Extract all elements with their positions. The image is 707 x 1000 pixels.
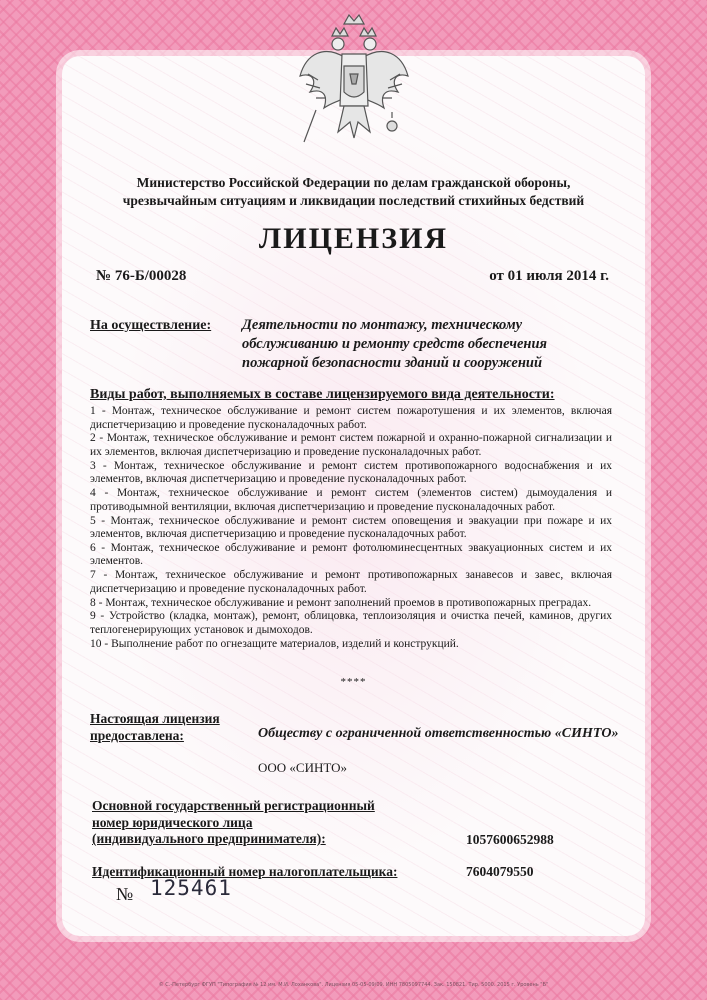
ministry-line-2: чрезвычайным ситуациям и ликвидации последствий стихийных бедствий — [122, 193, 585, 208]
works-heading: Виды работ, выполняемых в составе лицензируемого вида деятельности: — [90, 387, 555, 402]
inn-label: Идентификационный номер налогоплательщика: — [92, 864, 398, 879]
work-item: 4 - Монтаж, техническое обслуживание и ремонт систем (элементов систем) дымоудаления и противодымной вентиляции, включая диспетчеризацию и проведение пусконаладочных работ. — [90, 487, 612, 513]
work-item: 10 - Выполнение работ по огнезащите материалов, изделий и конструкций. — [90, 637, 459, 650]
ogrn-label-line-2: номер юридического лица — [92, 814, 253, 830]
printer-imprint: © С.-Петербург ФГУП "Типография № 12 им. М.И. Лоханкова". Лицензия 05-05-09/09. ИНН 7805097744. Зак. 150821. Тир. 5000. 2015 г. Уровень "Б" — [158, 982, 549, 988]
work-item: 9 - Устройство (кладка, монтаж), ремонт, облицовка, теплоизоляция и очистка печей, каминов, других теплогенерирующих установок и дымоходов. — [90, 610, 612, 636]
double-headed-eagle-emblem-icon — [294, 14, 414, 154]
work-item: 7 - Монтаж, техническое обслуживание и ремонт противопожарных занавесов и завес, включая диспетчеризацию и проведение пусконаладочных работ. — [90, 569, 612, 595]
license-number: № 76-Б/00028 — [96, 268, 187, 284]
work-item: 6 - Монтаж, техническое обслуживание и ремонт фотолюминесцентных эвакуационных систем и их элементов. — [90, 541, 612, 568]
ogrn-label — [92, 798, 375, 848]
activity-label: На осуществление: — [90, 318, 212, 333]
granted-label-line-2: предоставлена: — [90, 728, 184, 743]
serial-number: 125461 — [150, 876, 232, 900]
separator-stars: **** — [340, 676, 367, 688]
ministry-name — [70, 174, 637, 210]
granted-label-line-1: Настоящая лицензия — [90, 711, 220, 726]
work-item: 8 - Монтаж, техническое обслуживание и ремонт заполнений проемов в противопожарных преградах. — [90, 596, 592, 609]
ministry-line-1: Министерство Российской Федерации по делам гражданской обороны, — [136, 175, 571, 190]
document-title: ЛИЦЕНЗИЯ — [258, 222, 449, 255]
inn-value: 7604079550 — [466, 864, 534, 879]
serial-number-sign: № — [116, 884, 134, 904]
ogrn-label-line-3: (индивидуального предпринимателя): — [92, 831, 326, 846]
granted-label — [90, 710, 220, 744]
licensee-full-name: Обществу с ограниченной ответственностью «СИНТО» — [258, 726, 619, 741]
work-item: 2 - Монтаж, техническое обслуживание и ремонт систем пожарной и охранно-пожарной сигнализации и их элементов, включая диспетчеризацию и проведение пусконаладочных работ. — [90, 432, 612, 458]
works-list — [90, 405, 612, 652]
licensee-short-name: ООО «СИНТО» — [258, 760, 348, 775]
activity-text: Деятельности по монтажу, техническому обслуживанию и ремонту средств обеспечения пожарной безопасности зданий и сооружений — [242, 317, 547, 371]
work-item: 1 - Монтаж, техническое обслуживание и ремонт систем пожаротушения и их элементов, включая диспетчеризацию и проведение пусконаладочных работ. — [90, 405, 612, 431]
ogrn-label-line-1: Основной государственный регистрационный — [92, 798, 375, 813]
license-date: от 01 июля 2014 г. — [489, 268, 609, 284]
work-item: 3 - Монтаж, техническое обслуживание и ремонт систем противопожарного водоснабжения и их элементов, включая диспетчеризацию и проведение пусконаладочных работ. — [90, 459, 612, 486]
ogrn-value: 1057600652988 — [466, 832, 554, 847]
work-item: 5 - Монтаж, техническое обслуживание и ремонт систем оповещения и эвакуации при пожаре и их элементов, включая диспетчеризацию и проведение пусконаладочных работ. — [90, 514, 612, 541]
